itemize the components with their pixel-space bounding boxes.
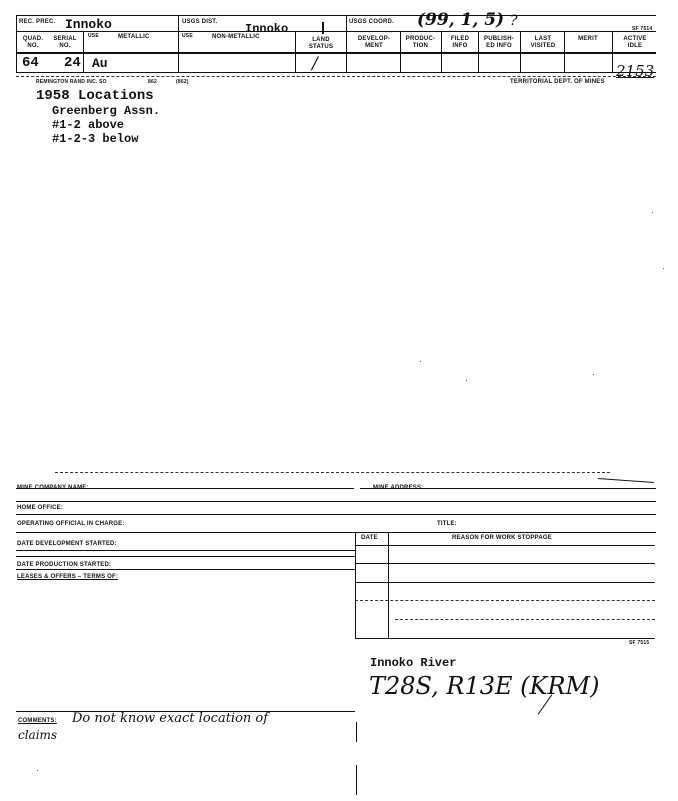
active-idle-header: ACTIVE IDLE bbox=[623, 36, 647, 49]
development-header: DEVELOP-MENT bbox=[357, 36, 391, 49]
title-label: TITLE: bbox=[437, 521, 457, 527]
serial-value: 24 bbox=[64, 55, 81, 71]
rec-prec-label: REC. PREC. bbox=[19, 19, 56, 25]
merit-header: MERIT bbox=[578, 36, 598, 42]
production-header: PRODUC-TION bbox=[405, 36, 436, 49]
printer-credit: REMINGTON RAND INC. SO bbox=[36, 79, 107, 85]
date-production-label: DATE PRODUCTION STARTED: bbox=[17, 562, 112, 568]
rec-prec-value: Innoko bbox=[65, 17, 112, 32]
date-column-header: DATE bbox=[361, 535, 378, 541]
published-info-header: PUBLISH-ED INFO bbox=[484, 36, 514, 49]
usgs-coord-extra: ? bbox=[510, 13, 518, 29]
serial-no-header: SERIAL NO. bbox=[53, 36, 77, 49]
non-metallic-header: NON-METALLIC bbox=[212, 34, 260, 40]
quad-value: 64 bbox=[22, 55, 39, 71]
operating-official-label: OPERATING OFFICIAL IN CHARGE: bbox=[17, 521, 125, 527]
comments-line-1: Do not know exact location of bbox=[72, 711, 269, 726]
note-line-1: 1958 Locations bbox=[36, 88, 154, 104]
use-nonmetallic-header: USE bbox=[182, 33, 193, 39]
form-number-2: SF 7515 bbox=[629, 640, 650, 646]
date-development-label: DATE DEVELOPMENT STARTED: bbox=[17, 541, 117, 547]
comments-label: COMMENTS: bbox=[18, 718, 57, 724]
filed-info-header: FILED INFO bbox=[450, 36, 470, 49]
note-line-2: Greenberg Assn. bbox=[52, 104, 161, 118]
leases-label: LEASES & OFFERS – TERMS OF: bbox=[17, 574, 119, 580]
metallic-header: METALLIC bbox=[118, 34, 150, 40]
mine-address-label: MINE ADDRESS: bbox=[373, 485, 424, 491]
usgs-dist-label: USGS DIST. bbox=[182, 19, 218, 25]
note-line-3: #1-2 above bbox=[52, 118, 125, 132]
township-range: T28S, R13E (KRM) bbox=[369, 672, 600, 700]
mine-company-name-label: MINE COMPANY NAME: bbox=[17, 485, 89, 491]
printer-code-1: 862 bbox=[148, 79, 157, 85]
handwritten-number: 2153 bbox=[616, 62, 655, 80]
river-name: Innoko River bbox=[370, 656, 457, 670]
comments-line-2: claims bbox=[18, 728, 58, 742]
quad-no-header: QUAD. NO. bbox=[22, 36, 44, 49]
home-office-label: HOME OFFICE: bbox=[17, 505, 64, 511]
form-number: SF 7514 bbox=[632, 26, 653, 32]
territorial-dept: TERRITORIAL DEPT. OF MINES bbox=[510, 79, 605, 85]
land-status-mark: / bbox=[312, 54, 318, 74]
metallic-value: Au bbox=[92, 56, 108, 71]
usgs-coord-value: (99, 1, 5) bbox=[417, 10, 505, 30]
note-line-4: #1-2-3 below bbox=[52, 132, 139, 146]
use-metallic-header: USE bbox=[88, 33, 99, 39]
land-status-header: LAND STATUS bbox=[308, 37, 334, 50]
printer-code-2: (862) bbox=[176, 79, 189, 85]
usgs-dist-value: Innoko bbox=[245, 22, 289, 36]
usgs-coord-label: USGS COORD. bbox=[349, 19, 394, 25]
last-visited-header: LAST VISITED bbox=[530, 36, 556, 49]
reason-column-header: REASON FOR WORK STOPPAGE bbox=[452, 535, 552, 541]
